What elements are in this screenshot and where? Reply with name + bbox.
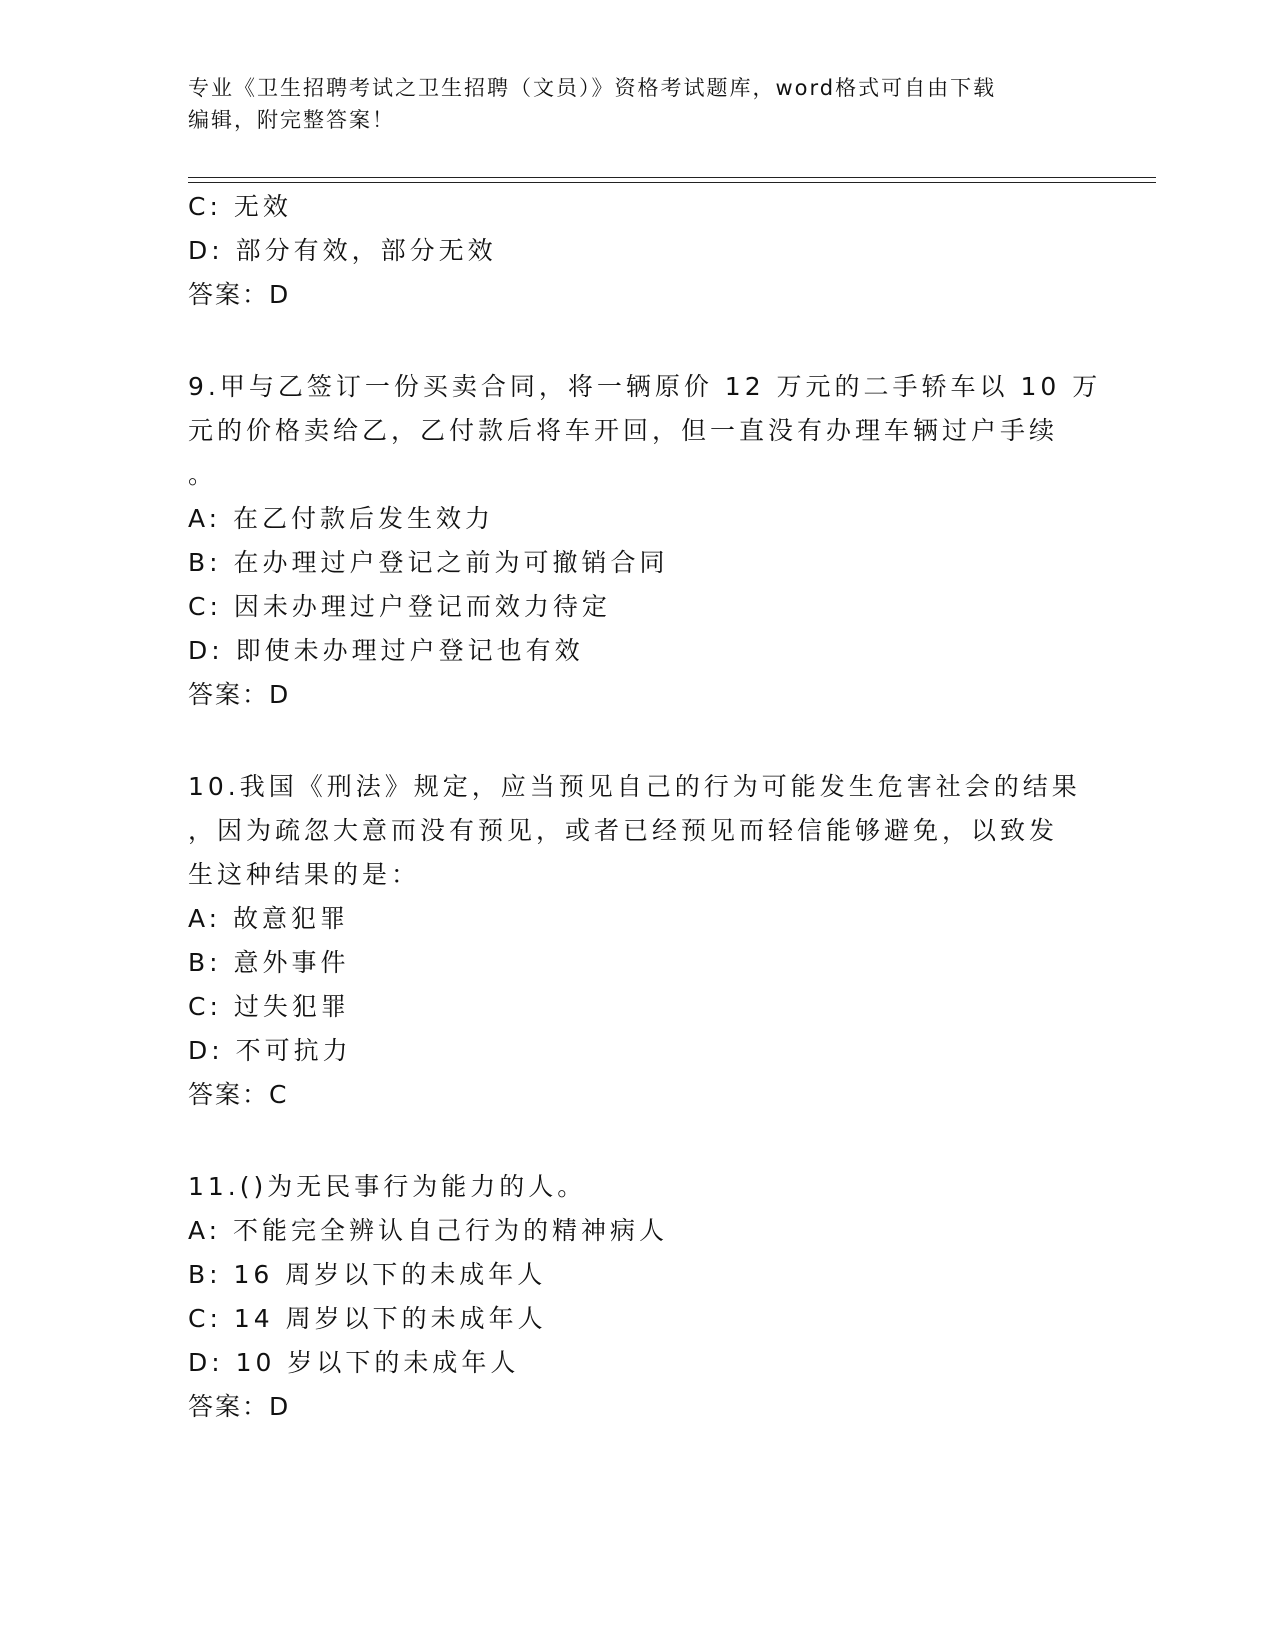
q11-stem-line-1: 11.()为无民事行为能力的人。 — [188, 1172, 587, 1201]
header-line-1: 专业《卫生招聘考试之卫生招聘（文员）》资格考试题库，word格式可自由下载 — [188, 76, 997, 100]
q9-option-d: D: 即使未办理过户登记也有效 — [188, 636, 584, 665]
q10-option-d: D: 不可抗力 — [188, 1036, 352, 1065]
prev-option-d: D: 部分有效，部分无效 — [188, 236, 497, 265]
q9-stem-line-3: 。 — [188, 460, 218, 489]
prev-answer: 答案：D — [188, 280, 291, 309]
q9-option-a: A: 在乙付款后发生效力 — [188, 504, 495, 533]
q10-stem-line-1: 10.我国《刑法》规定，应当预见自己的行为可能发生危害社会的结果 — [188, 772, 1081, 801]
q11-option-a: A: 不能完全辨认自己行为的精神病人 — [188, 1216, 669, 1245]
q11-option-b: B: 16 周岁以下的未成年人 — [188, 1260, 547, 1289]
q9-stem-line-2: 元的价格卖给乙，乙付款后将车开回，但一直没有办理车辆过户手续 — [188, 416, 1059, 445]
q9-option-c: C: 因未办理过户登记而效力待定 — [188, 592, 611, 621]
q9-stem-line-1: 9.甲与乙签订一份买卖合同，将一辆原价 12 万元的二手轿车以 10 万 — [188, 372, 1102, 401]
q10-option-a: A: 故意犯罪 — [188, 904, 350, 933]
q10-answer: 答案：C — [188, 1080, 289, 1109]
prev-option-c: C: 无效 — [188, 192, 292, 221]
q10-option-c: C: 过失犯罪 — [188, 992, 350, 1021]
header-divider-top — [188, 177, 1156, 178]
q11-option-c: C: 14 周岁以下的未成年人 — [188, 1304, 547, 1333]
header-line-2: 编辑，附完整答案！ — [188, 108, 395, 132]
q9-answer: 答案：D — [188, 680, 291, 709]
q10-stem-line-3: 生这种结果的是： — [188, 860, 421, 889]
q11-option-d: D: 10 岁以下的未成年人 — [188, 1348, 520, 1377]
header-divider-bottom — [188, 182, 1156, 183]
q11-answer: 答案：D — [188, 1392, 291, 1421]
q10-option-b: B: 意外事件 — [188, 948, 350, 977]
document-header — [188, 72, 1088, 136]
q10-stem-line-2: ，因为疏忽大意而没有预见，或者已经预见而轻信能够避免，以致发 — [188, 816, 1059, 845]
q9-option-b: B: 在办理过户登记之前为可撤销合同 — [188, 548, 669, 577]
